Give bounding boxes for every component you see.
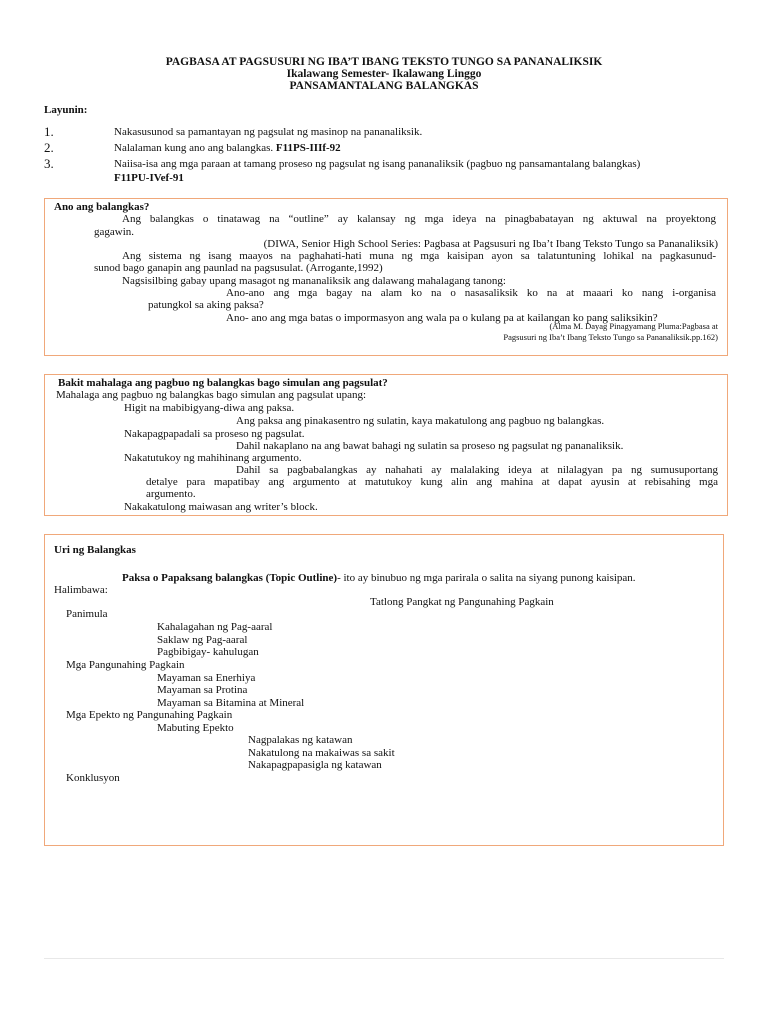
competency-code: F11PU-IVef-91 — [114, 172, 184, 184]
definition-paragraph-line: Nagsisilbing gabay upang masagot ng mananaliksik ang dalawang mahalagang tanong: — [122, 275, 506, 287]
semester-line: Ikalawang Semester- Ikalawang Linggo — [286, 68, 482, 80]
reason-item: Nakapagpapadali sa proseso ng pagsulat. — [124, 428, 305, 440]
outline-subitem: Mayaman sa Bitamina at Mineral — [157, 697, 305, 709]
guide-question: patungkol sa aking paksa? — [148, 299, 264, 311]
objective-item — [114, 142, 341, 155]
outline-type-description: - ito ay binubuo ng mga parirala o salita na siyang punong kaisipan. — [337, 572, 636, 584]
objective-number: 1. — [44, 124, 54, 139]
objective-text: Naiisa-isa ang mga paraan at tamang proseso ng pagsulat ng isang pananaliksik (pagbuo ng pansamantalang balangkas) — [114, 158, 641, 170]
document-subtitle: PANSAMANTALANG BALANGKAS — [289, 80, 479, 92]
reason-detail: detalye para mapatibay ang argumento at matutukoy kung alin ang mahina at dapat ayusin at rebisahing mga — [146, 476, 718, 488]
definition-paragraph-line: sunod bago ganapin ang paunlad na pagsusulat. (Arrogante,1992) — [94, 262, 383, 274]
objective-number: 2. — [44, 140, 54, 155]
reason-item: Higit na mabibigyang-diwa ang paksa. — [124, 402, 295, 414]
section-heading: Bakit mahalaga ang pagbuo ng balangkas bago simulan ang pagsulat? — [58, 377, 388, 389]
outline-section: Panimula — [66, 608, 108, 620]
reason-detail: Ang paksa ang pinakasentro ng sulatin, kaya makatulong ang pagbuo ng balangkas. — [236, 415, 605, 427]
footer-divider — [44, 958, 724, 959]
reason-item: Nakatutukoy ng mahihinang argumento. — [124, 452, 302, 464]
outline-section: Mga Pangunahing Pagkain — [66, 659, 185, 671]
outline-type-definition — [122, 572, 636, 585]
outline-subsubitem: Nakatulong na makaiwas sa sakit — [248, 747, 395, 759]
definition-paragraph-line: Ang sistema ng isang maayos na paghahati-hati muna ng mga kaisipan ayon sa talatuntuning lohikal na pagkasunud- — [122, 250, 716, 262]
outline-subsubitem: Nakapagpapasigla ng katawan — [248, 759, 382, 771]
definition-paragraph-line: gagawin. — [94, 226, 135, 238]
reason-detail: Dahil nakaplano na ang bawat bahagi ng sulatin sa proseso ng pagsulat ng pananaliksik. — [236, 440, 624, 452]
objective-text: Nalalaman kung ano ang balangkas. — [114, 142, 274, 154]
outline-subitem: Mabuting Epekto — [157, 722, 234, 734]
competency-code: F11PS-IIIf-92 — [275, 142, 341, 154]
objectives-heading: Layunin: — [44, 104, 88, 116]
outline-subsubitem: Nagpalakas ng katawan — [248, 734, 353, 746]
outline-subitem: Mayaman sa Enerhiya — [157, 672, 256, 684]
citation: (DIWA, Senior High School Series: Pagbasa at Pagsusuri ng Iba’t Ibang Teksto Tungo sa Pananaliksik) — [263, 238, 718, 250]
reason-item: Nakakatulong maiwasan ang writer’s block. — [124, 501, 318, 513]
outline-type-title: Paksa o Papaksang balangkas (Topic Outline) — [122, 572, 338, 584]
section-heading: Uri ng Balangkas — [54, 544, 136, 556]
section-heading: Ano ang balangkas? — [54, 201, 150, 213]
objective-number: 3. — [44, 156, 54, 171]
importance-intro: Mahalaga ang pagbuo ng balangkas bago simulan ang pagsulat upang: — [56, 389, 367, 401]
citation: Pagsusuri ng Iba’t Ibang Teksto Tungo sa Pananaliksik.pp.162) — [503, 332, 718, 342]
reason-detail: Dahil sa pagbabalangkas ay nahahati ay malalaking ideya at nilalagyan pa ng sumusuportang — [236, 464, 718, 476]
outline-subitem: Mayaman sa Protina — [157, 684, 248, 696]
citation: (Alma M. Dayag Pinagyamang Pluma:Pagbasa at — [549, 321, 718, 331]
outline-title: Tatlong Pangkat ng Pangunahing Pagkain — [370, 596, 554, 608]
outline-subitem: Saklaw ng Pag-aaral — [157, 634, 248, 646]
guide-question: Ano-ano ang mga bagay na alam ko na o nasasaliksik ko na at maaari ko nang i-organisa — [226, 287, 716, 299]
outline-section: Konklusyon — [66, 772, 120, 784]
reason-detail: argumento. — [146, 488, 196, 500]
document-title: PAGBASA AT PAGSUSURI NG IBA’T IBANG TEKSTO TUNGO SA PANANALIKSIK — [165, 56, 603, 68]
guide-question: Ano- ano ang mga batas o impormasyon ang wala pa o kulang pa at kailangan ko pang saliksikin? — [226, 312, 658, 324]
definition-paragraph-line: Ang balangkas o tinatawag na “outline” ay kalansay ng mga ideya na pinagbabatayan ng aktuwal na proyektong — [122, 213, 716, 225]
outline-section: Mga Epekto ng Pangunahing Pagkain — [66, 709, 233, 721]
objective-text: Nakasusunod sa pamantayan ng pagsulat ng masinop na pananaliksik. — [114, 126, 423, 138]
outline-subitem: Kahalagahan ng Pag-aaral — [157, 621, 273, 633]
example-label: Halimbawa: — [54, 584, 108, 596]
outline-subitem: Pagbibigay- kahulugan — [157, 646, 259, 658]
